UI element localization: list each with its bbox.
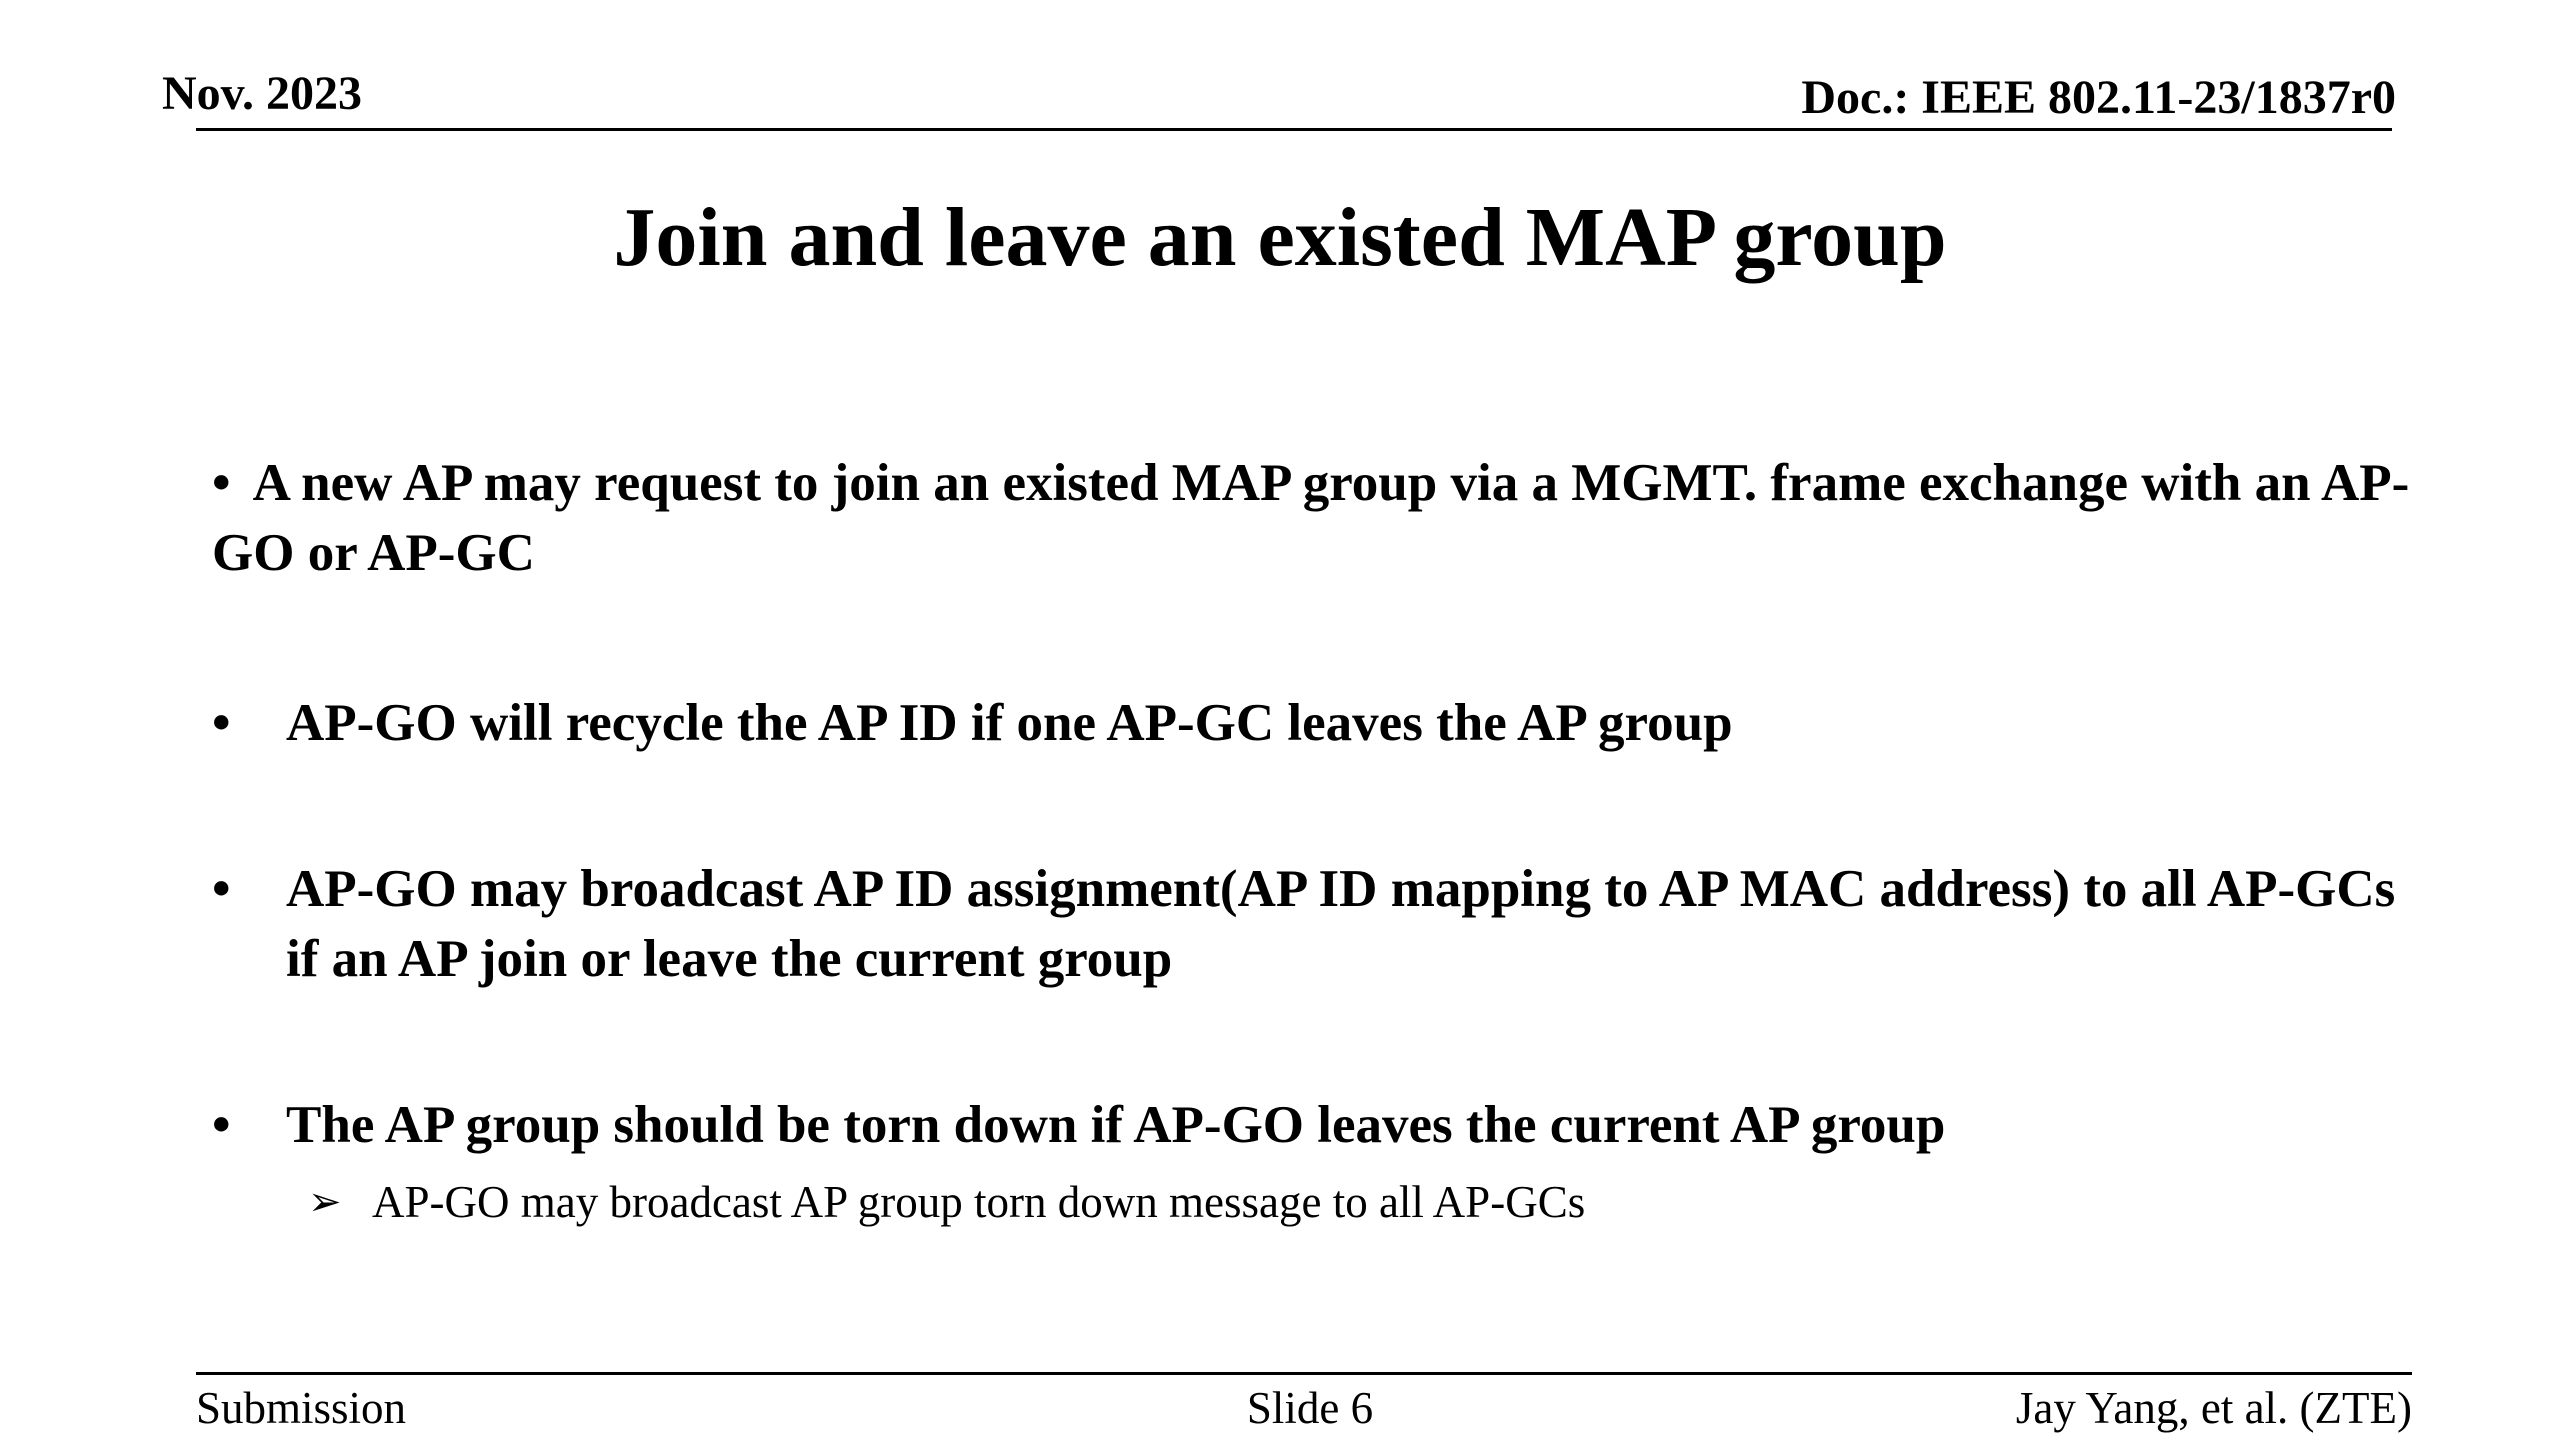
bullet-text: AP-GO will recycle the AP ID if one AP-GC leaves the AP group (286, 694, 1733, 752)
footer-authors: Jay Yang, et al. (ZTE) (2015, 1383, 2412, 1433)
bullet-item (212, 854, 2432, 994)
bullet-item (212, 688, 2432, 758)
slide-title: Join and leave an existed MAP group (613, 191, 1947, 284)
bullet-text: The AP group should be torn down if AP-GO leaves the current AP group (286, 1096, 1946, 1154)
sub-bullet-text: AP-GO may broadcast AP group torn down message to all AP-GCs (372, 1177, 1586, 1227)
header-doc-id: Doc.: IEEE 802.11-23/1837r0 (1801, 71, 2396, 124)
bullet-item (212, 1090, 2432, 1160)
header-divider (196, 128, 2392, 131)
bullet-item (212, 448, 2432, 588)
footer-slide-number: Slide 6 (1246, 1383, 1374, 1433)
sub-bullet-item (212, 1174, 2432, 1230)
bullet-marker: • (212, 1096, 231, 1154)
bullet-text: A new AP may request to join an existed MAP group via a MGMT. frame exchange with an AP-GO or AP-GC (212, 454, 2410, 582)
footer-divider (196, 1372, 2412, 1375)
bullet-marker: • (212, 694, 231, 752)
arrow-bullet-icon: ➢ (308, 1179, 342, 1224)
bullet-marker: • (212, 860, 231, 918)
slide-body (212, 448, 2432, 1230)
header-date: Nov. 2023 (162, 67, 363, 120)
footer-submission: Submission (196, 1383, 407, 1433)
bullet-marker: • (212, 454, 231, 512)
bullet-text: AP-GO may broadcast AP ID assignment(AP ID mapping to AP MAC address) to all AP-GCs if an AP join or leave the current group (286, 860, 2396, 988)
